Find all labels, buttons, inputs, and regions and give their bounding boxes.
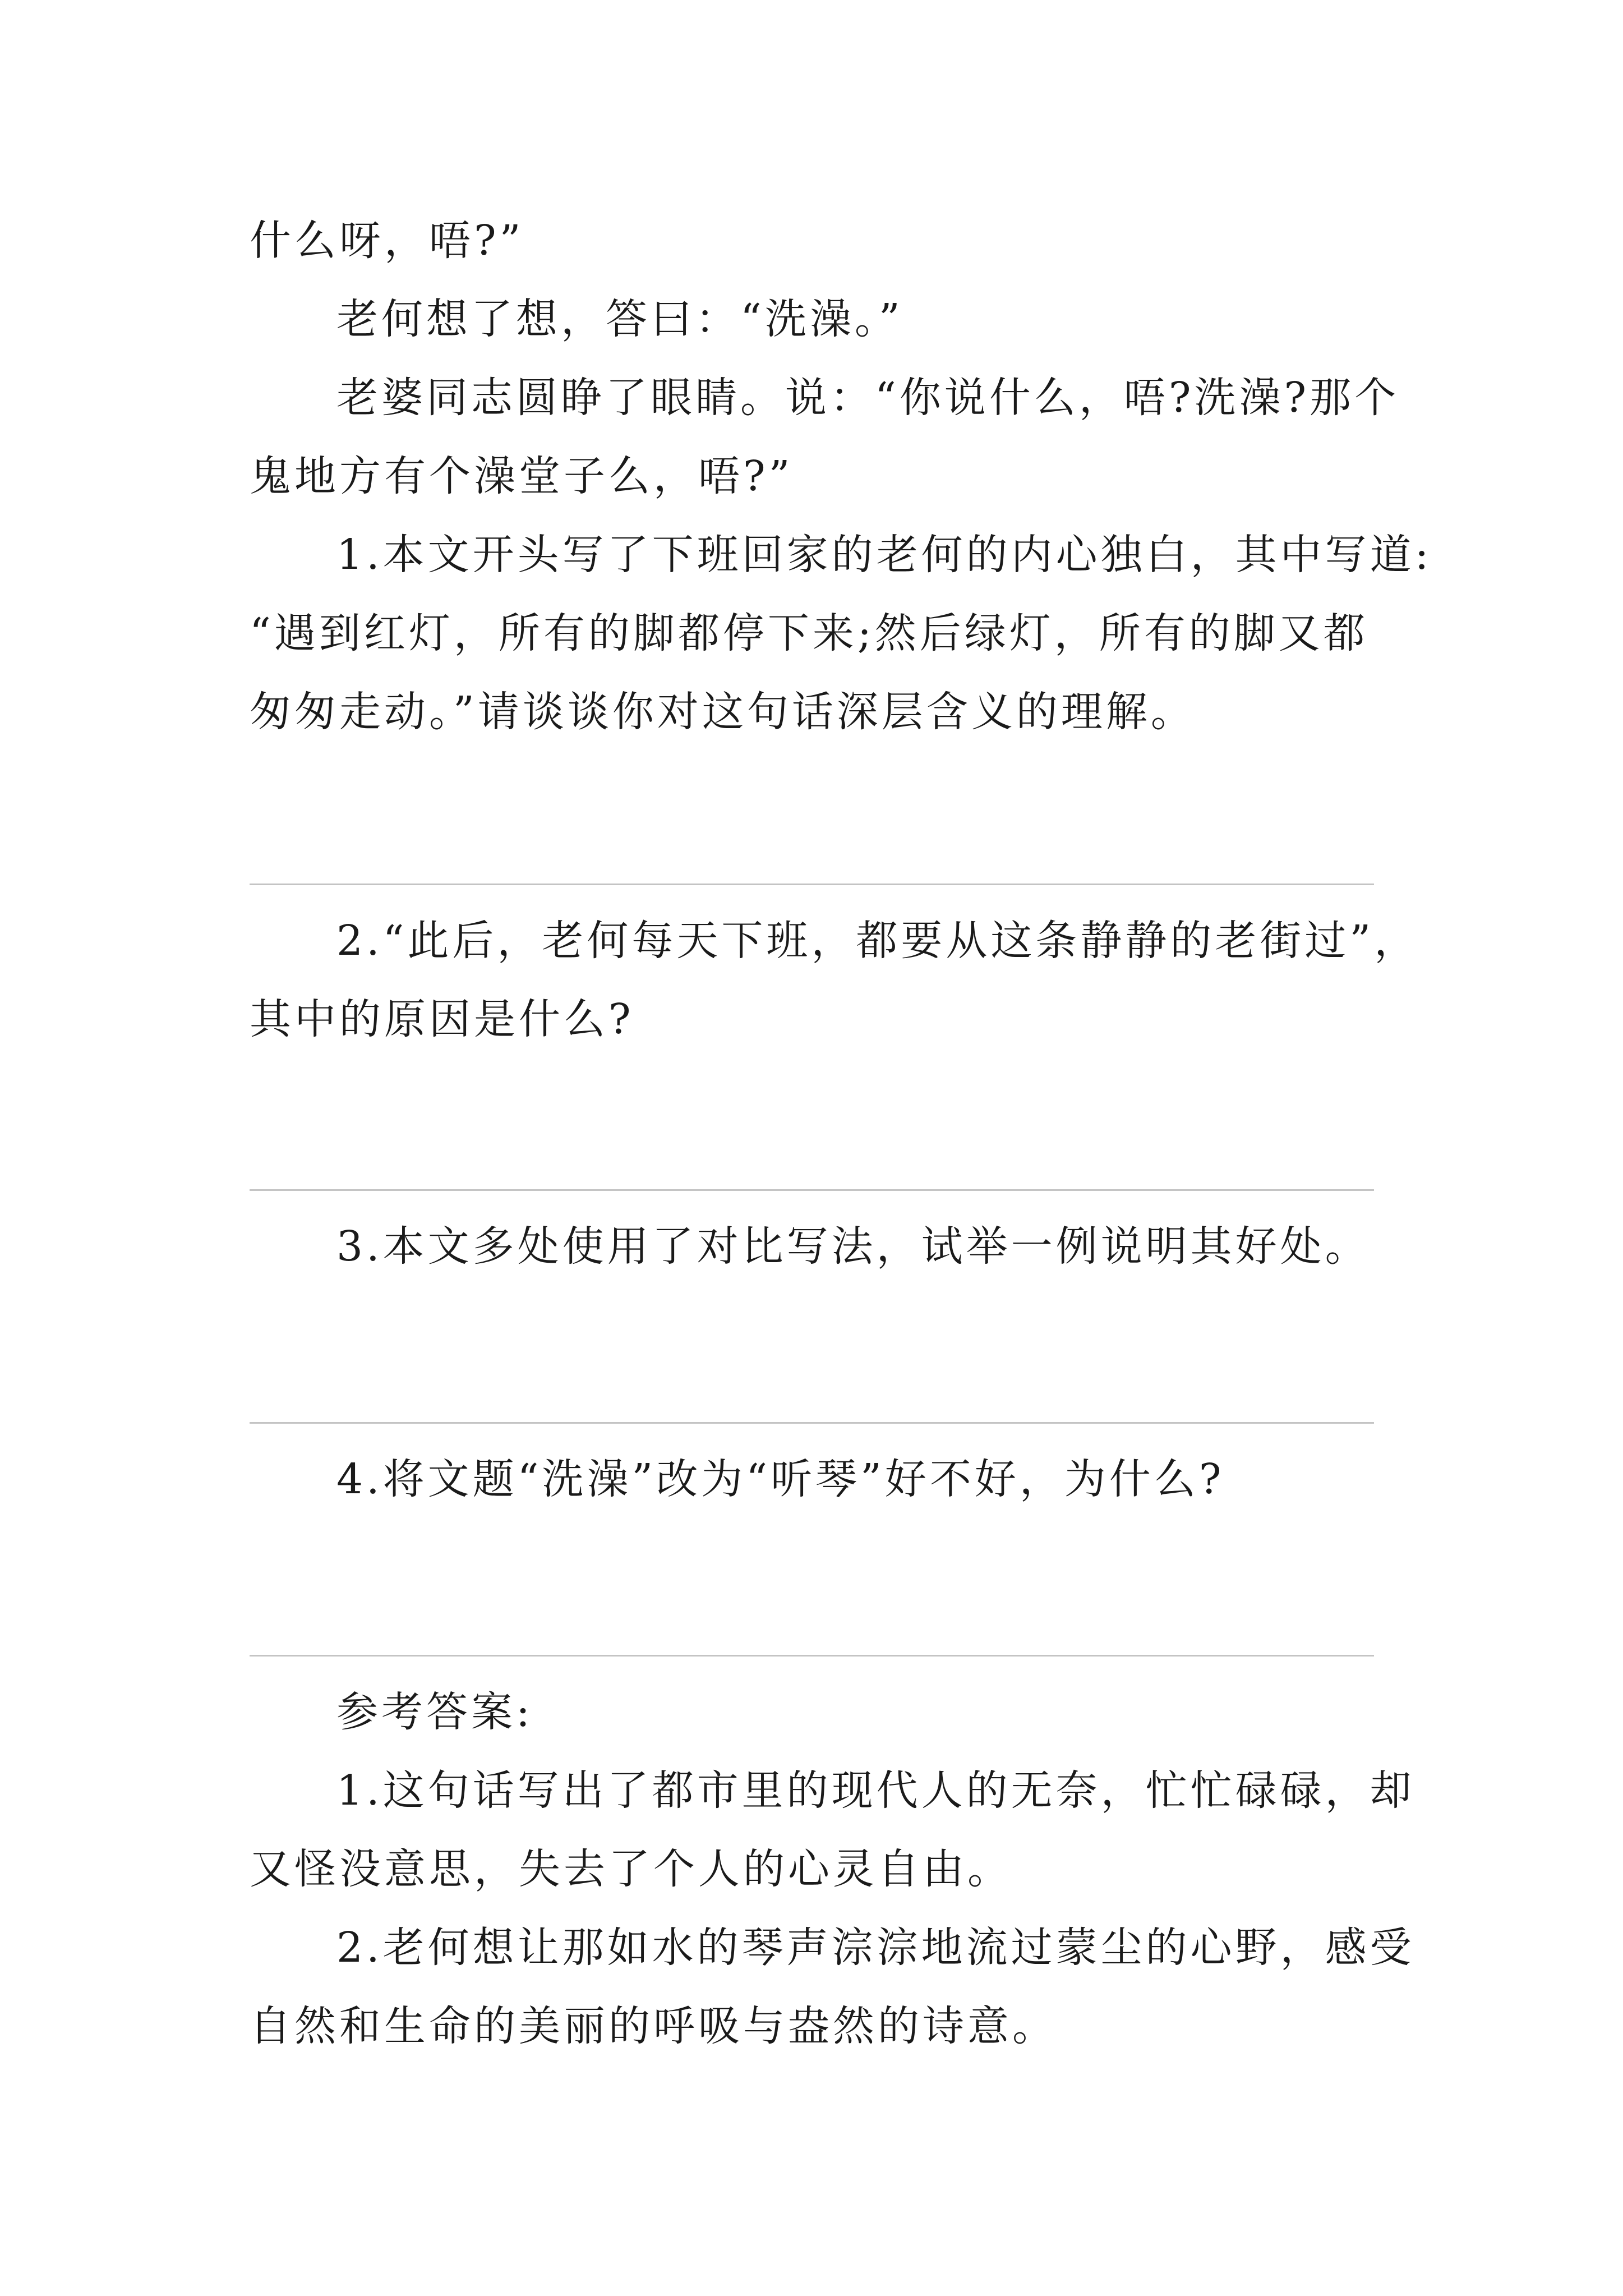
answer-2-line: 2.老何想让那如水的琴声淙淙地流过蒙尘的心野，感受 xyxy=(336,1924,1415,1972)
answer-1-line: 又怪没意思，失去了个人的心灵自由。 xyxy=(250,1845,1012,1893)
question-1-line: 1.本文开头写了下班回家的老何的内心独白，其中写道: xyxy=(336,531,1432,579)
story-line: 老婆同志圆睁了眼睛。说：“你说什么，唔?洗澡?那个 xyxy=(336,374,1400,422)
answers-heading: 参考答案: xyxy=(336,1688,533,1736)
question-2-line: 2.“此后，老何每天下班，都要从这条静静的老街过”， xyxy=(336,917,1419,965)
question-3-line: 3.本文多处使用了对比写法，试举一例说明其好处。 xyxy=(336,1222,1370,1271)
answer-line-2 xyxy=(250,1189,1374,1191)
answer-line-1 xyxy=(250,884,1374,885)
question-1-line: “遇到红灯，所有的脚都停下来;然后绿灯，所有的脚又都 xyxy=(250,609,1368,657)
question-1-line: 匆匆走动。”请谈谈你对这句话深层含义的理解。 xyxy=(250,688,1196,736)
story-line: 鬼地方有个澡堂子么，唔?” xyxy=(250,452,794,500)
question-4-line: 4.将文题“洗澡”改为“听琴”好不好，为什么? xyxy=(336,1455,1225,1503)
answer-2-line: 自然和生命的美丽的呼吸与盎然的诗意。 xyxy=(250,2002,1057,2050)
answer-1-line: 1.这句话写出了都市里的现代人的无奈，忙忙碌碌，却 xyxy=(336,1766,1415,1815)
answer-line-4 xyxy=(250,1655,1374,1657)
question-2-line: 其中的原因是什么? xyxy=(250,995,634,1043)
story-line: 老何想了想，答曰：“洗澡。” xyxy=(336,295,903,343)
answer-line-3 xyxy=(250,1422,1374,1424)
story-line: 什么呀，唔?” xyxy=(250,217,524,265)
